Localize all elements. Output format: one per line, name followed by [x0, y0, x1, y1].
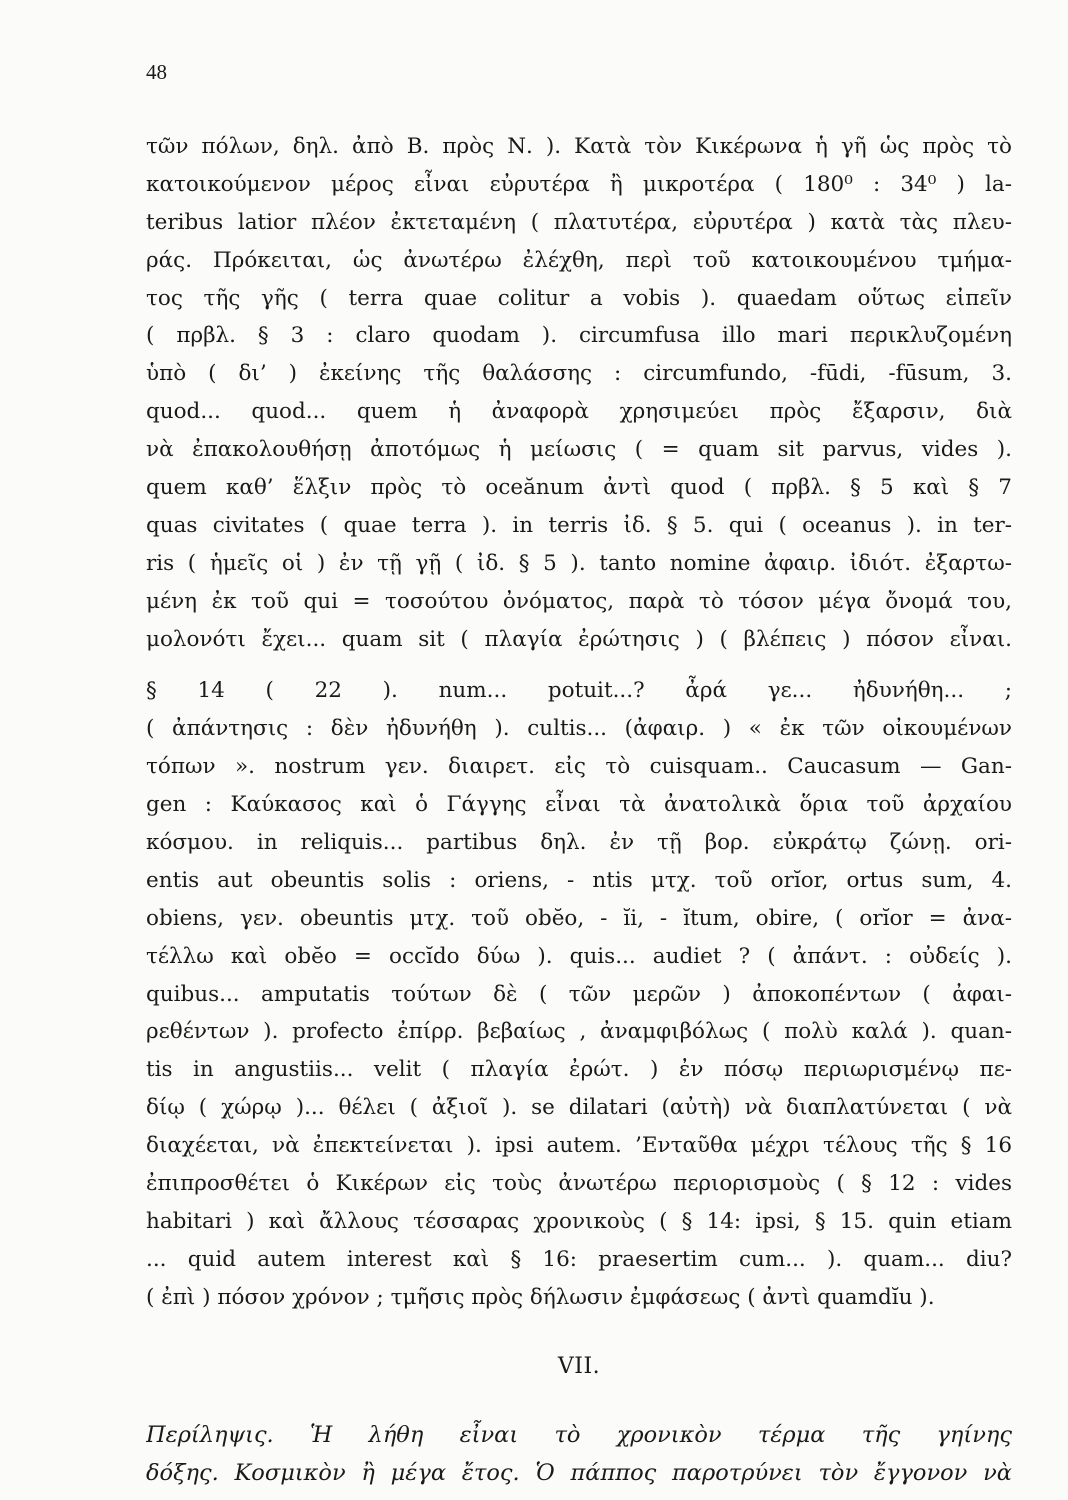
text-line: ρεθέντων ). profecto ἐπίρρ. βεβαίως , ἀναμφιβόλως ( πολὺ καλά ). quan-: [146, 1019, 1012, 1045]
text-line: τος τῆς γῆς ( terra quae colitur a vobis ). quaedam οὕτως εἰπεῖν: [146, 285, 1012, 311]
text-line: ( ἐπὶ ) πόσον χρόνον ; τμῆσις πρὸς δήλωσιν ἐμφάσεως ( ἀντὶ quamdĭu ).: [146, 1284, 935, 1310]
paragraph-gap: [146, 658, 1012, 672]
commentary-text: [146, 128, 1012, 1492]
section-heading: VII.: [557, 1353, 601, 1379]
text-line: ( πρβλ. § 3 : claro quodam ). circumfusa illo mari περικλυζομένη: [146, 323, 1012, 349]
text-line: τῶν πόλων, δηλ. ἀπὸ Β. πρὸς Ν. ). Κατὰ τὸν Κικέρωνα ἡ γῆ ὡς πρὸς τὸ: [146, 134, 1012, 159]
text-line: τόπων ». nostrum γεν. διαιρετ. εἰς τὸ cuisquam.. Caucasum — Gan-: [146, 754, 1012, 780]
text-line: ( ἀπάντησις : δὲν ἠδυνήθη ). cultis... (ἀφαιρ. ) « ἐκ τῶν οἰκουμένων: [146, 716, 1012, 742]
text-line: gen : Καύκασος καὶ ὁ Γάγγης εἶναι τὰ ἀνατολικὰ ὅρια τοῦ ἀρχαίου: [146, 792, 1012, 818]
text-line: teribus latior πλέον ἐκτεταμένη ( πλατυτέρα, εὐρυτέρα ) κατὰ τὰς πλευ-: [146, 209, 1012, 235]
summary-line: δόξης. Κοσμικὸν ἢ μέγα ἔτος. Ὁ πάππος παροτρύνει τὸν ἔγγονον νὰ: [146, 1459, 1012, 1486]
section-gap: [146, 1317, 1012, 1347]
text-line: obiens, γεν. obeuntis μτχ. τοῦ obĕo, - ĭi, - ĭtum, obire, ( orĭor = ἀνα-: [146, 905, 1012, 931]
paragraph-1: [146, 128, 1012, 658]
section-gap: [146, 1387, 1012, 1417]
text-line: tis in angustiis... velit ( πλαγία ἐρώτ. ) ἐν πόσῳ περιωρισμένῳ πε-: [146, 1057, 1012, 1083]
text-line: quem καθ’ ἕλξιν πρὸς τὸ oceănum ἀντὶ quod ( πρβλ. § 5 καὶ § 7: [146, 475, 1012, 501]
text-line: ἐπιπροσθέτει ὁ Κικέρων εἰς τοὺς ἀνωτέρω περιορισμοὺς ( § 12 : vides: [146, 1171, 1012, 1197]
text-line: quibus... amputatis τούτων δὲ ( τῶν μερῶν ) ἀποκοπέντων ( ἀφαι-: [146, 981, 1012, 1007]
text-line: ὑπὸ ( δι’ ) ἐκείνης τῆς θαλάσσης : circumfundo, -fūdi, -fūsum, 3.: [146, 361, 1012, 387]
text-line: μολονότι ἔχει... quam sit ( πλαγία ἐρώτησις ) ( βλέπεις ) πόσον εἶναι.: [146, 626, 1012, 652]
page-number: 48: [146, 60, 167, 84]
text-line: νὰ ἐπακολουθήσῃ ἀποτόμως ἡ μείωσις ( = quam sit parvus, vides ).: [146, 437, 1012, 463]
text-line: ράς. Πρόκειται, ὡς ἀνωτέρω ἐλέχθη, περὶ τοῦ κατοικουμένου τμήμα-: [146, 247, 1012, 273]
summary-line: Περίληψις. Ἡ λήθη εἶναι τὸ χρονικὸν τέρμα τῆς γηίνης: [146, 1421, 1012, 1448]
text-line: habitari ) καὶ ἄλλους τέσσαρας χρονικοὺς ( § 14: ipsi, § 15. quin etiam: [146, 1208, 1012, 1234]
text-line: quod... quod... quem ἡ ἀναφορὰ χρησιμεύει πρὸς ἔξαρσιν, διὰ: [146, 399, 1012, 425]
text-line: κόσμου. in reliquis... partibus δηλ. ἐν τῇ βορ. εὐκράτῳ ζώνῃ. ori-: [146, 830, 1012, 856]
text-line: δίῳ ( χώρῳ )... θέλει ( ἀξιοῖ ). se dilatari (αὐτὴ) νὰ διαπλατύνεται ( νὰ: [146, 1095, 1012, 1121]
summary-paragraph: [146, 1417, 1012, 1493]
text-line: § 14 ( 22 ). num... potuit...? ἆρά γε... ἠδυνήθη... ;: [146, 678, 1012, 704]
paragraph-2: [146, 672, 1012, 1316]
text-line: κατοικούμενον μέρος εἶναι εὐρυτέρα ἢ μικροτέρα ( 180⁰ : 34⁰ ) la-: [146, 171, 1012, 197]
text-line: ris ( ἡμεῖς οἱ ) ἐν τῇ γῇ ( ἰδ. § 5 ). tanto nomine ἀφαιρ. ἰδιότ. ἐξαρτω-: [146, 550, 1012, 576]
text-line: διαχέεται, νὰ ἐπεκτείνεται ). ipsi autem. ’Ενταῦθα μέχρι τέλους τῆς § 16: [146, 1133, 1012, 1159]
text-line: μένη ἐκ τοῦ qui = τοσούτου ὀνόματος, παρὰ τὸ τόσον μέγα ὄνομά του,: [146, 588, 1012, 614]
text-line: τέλλω καὶ obĕo = occĭdo δύω ). quis... audiet ? ( ἀπάντ. : οὐδείς ).: [146, 943, 1012, 969]
text-line: entis aut obeuntis solis : oriens, - ntis μτχ. τοῦ orĭor, ortus sum, 4.: [146, 867, 1012, 893]
text-line: ... quid autem interest καὶ § 16: praesertim cum... ). quam... diu?: [146, 1246, 1012, 1272]
text-line: quas civitates ( quae terra ). in terris ἰδ. § 5. qui ( oceanus ). in ter-: [146, 512, 1012, 538]
